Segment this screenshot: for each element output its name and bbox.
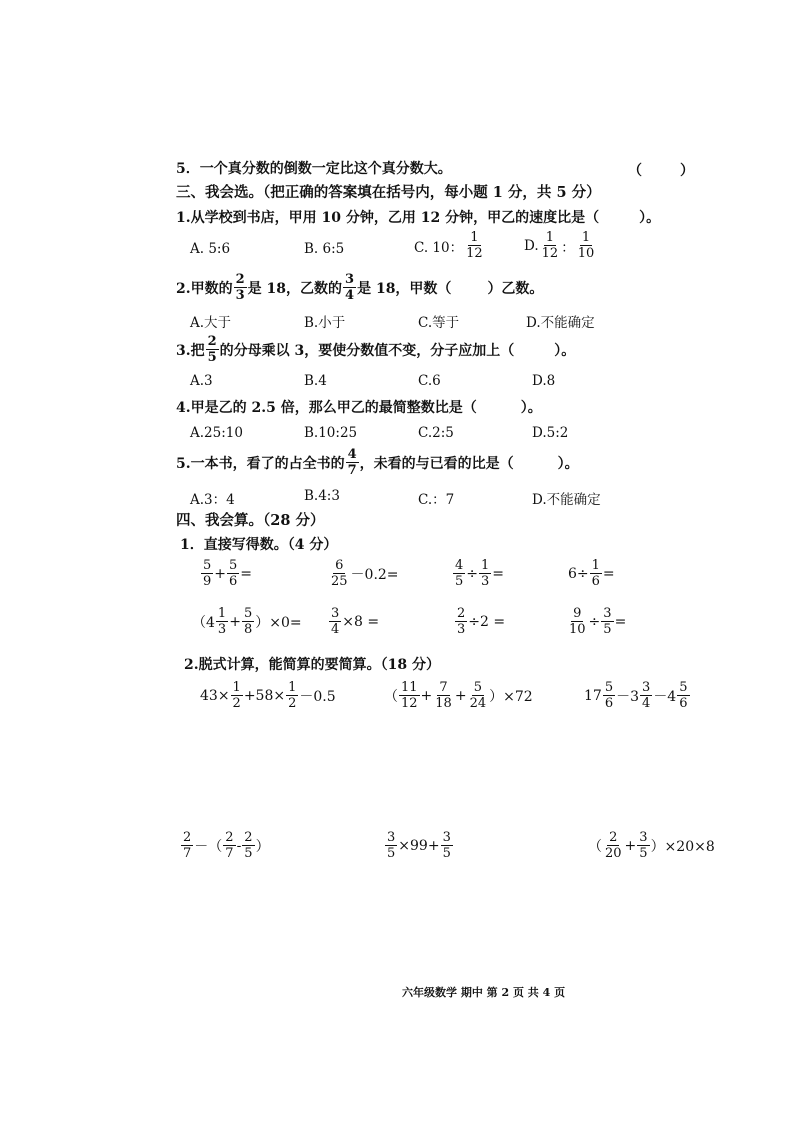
- q4-option-c: C.2:5: [418, 425, 454, 441]
- q2-option-b: B.小于: [304, 315, 346, 331]
- q1-option-a: A. 5:6: [190, 241, 231, 257]
- q5-option-a: A.3：4: [190, 492, 235, 508]
- oral-calc-6: $\frac{3}{4}$ ×8 =: [331, 606, 380, 637]
- fraction: 2 5: [207, 334, 217, 365]
- q3-option-b: B.4: [304, 373, 327, 389]
- part-2-title: 2.脱式计算，能简算的要简算。（18 分）: [184, 657, 440, 673]
- q1-option-c: C. 10： 1 12: [414, 230, 483, 261]
- fraction: $\frac{1}{3}$: [481, 558, 490, 589]
- fraction: $\frac{5}{6}$: [229, 558, 238, 589]
- step-calc-6: （ 2 20 + $\frac{3}{5}$ ）×20×8: [588, 830, 715, 861]
- oral-calc-3: $\frac{4}{5}$ ÷ $\frac{1}{3}$ =: [455, 558, 505, 589]
- fraction: 2 7: [225, 830, 234, 861]
- fraction: $\frac{9}{10}$: [569, 606, 586, 637]
- fraction: 6 25: [331, 558, 348, 589]
- fraction: $\frac{4}{5}$: [455, 558, 464, 589]
- answer-paren-right: ）: [680, 163, 694, 179]
- choice-q5: 5.一本书，看了的占全书的 4 7 ，未看的与已看的比是（ ）。: [176, 447, 579, 478]
- section-4-title: 四、我会算。（28 分）: [176, 512, 325, 529]
- q4-option-b: B.10:25: [304, 425, 358, 441]
- q4-option-d: D.5:2: [532, 425, 569, 441]
- fraction: 3 4: [642, 680, 651, 711]
- fraction: 2 20: [605, 830, 622, 861]
- judge-item-5: [176, 160, 452, 178]
- choice-q3: 3.把 2 5 的分母乘以 3，要使分数值不变，分子应加上（ ）。: [176, 334, 576, 365]
- fraction: 1 12: [466, 230, 483, 261]
- part-1-title: 1．直接写得数。（4 分）: [180, 537, 338, 553]
- fraction: 11 12: [401, 680, 418, 711]
- q3-option-d: D.8: [532, 373, 556, 389]
- q3-option-c: C.6: [418, 373, 441, 389]
- page-footer: 六年级数学 期中 第 2 页 共 4 页: [402, 986, 566, 999]
- fraction: $\frac{3}{4}$: [331, 606, 340, 637]
- q5-option-b: B.4:3: [304, 488, 340, 504]
- oral-calc-7: $\frac{2}{3}$ ÷2 =: [457, 606, 506, 637]
- fraction: $\frac{3}{5}$: [387, 830, 396, 861]
- oral-calc-2: 6 25 －0.2=: [331, 558, 399, 589]
- fraction: $\frac{3}{5}$: [442, 830, 451, 861]
- oral-calc-8: $\frac{9}{10}$ ÷ $\frac{3}{5}$ =: [569, 606, 627, 637]
- fraction: 5 6: [604, 680, 614, 711]
- choice-q1: [176, 209, 660, 227]
- fraction: $\frac{1}{2}$: [232, 680, 241, 711]
- oral-calc-4: 6÷ $\frac{1}{6}$ =: [568, 558, 615, 589]
- fraction: 2 7: [183, 830, 192, 861]
- fraction: 2 5: [244, 830, 253, 861]
- fraction: $\frac{7}{18}$: [435, 680, 452, 711]
- section-3-title: 三、我会选。（把正确的答案填在括号内，每小题 1 分，共 5 分）: [176, 184, 601, 201]
- fraction: 1 10: [577, 230, 595, 261]
- oral-calc-5: （4 1 3 + $\frac{5}{8}$ ）×0=: [192, 606, 302, 637]
- fraction: 1 12: [541, 230, 559, 261]
- fraction: 1 3: [217, 606, 227, 637]
- choice-q1-end: ）。: [639, 210, 661, 226]
- q2-option-d: D.不能确定: [526, 315, 595, 331]
- choice-q1-text: 1.从学校到书店，甲用 10 分钟，乙用 12 分钟，甲乙的速度比是（: [176, 210, 600, 226]
- step-calc-4: 2 7 －（ 2 7 - 2 5 ）: [183, 830, 270, 861]
- judge-item-5-text: 5．一个真分数的倒数一定比这个真分数大。: [176, 161, 452, 177]
- q3-option-a: A.3: [190, 373, 213, 389]
- q4-option-a: A.25:10: [190, 425, 243, 441]
- fraction: $\frac{3}{5}$: [639, 830, 648, 861]
- choice-q4: 4.甲是乙的 2.5 倍，那么甲乙的最简整数比是（ ）。: [176, 400, 542, 416]
- fraction: $\frac{5}{8}$: [243, 606, 253, 637]
- q5-option-c: C.：7: [418, 492, 455, 508]
- fraction: 2 3: [235, 272, 245, 303]
- step-calc-2: （ 11 12 + $\frac{7}{18}$ + $\frac{5}{24}$ ）×72: [384, 680, 533, 711]
- fraction: $\frac{3}{5}$: [603, 606, 612, 637]
- q5-option-d: D.不能确定: [532, 492, 601, 508]
- fraction: 3 4: [345, 272, 355, 303]
- answer-paren-left: （: [628, 163, 642, 179]
- step-calc-3: 17 5 6 －3 3 4 －4 5 6: [584, 680, 688, 711]
- step-calc-5: $\frac{3}{5}$ ×99+ $\frac{3}{5}$: [387, 830, 451, 861]
- fraction: $\frac{2}{3}$: [457, 606, 466, 637]
- fraction: $\frac{5}{24}$: [469, 680, 487, 711]
- fraction: $\frac{1}{6}$: [591, 558, 600, 589]
- q2-option-c: C.等于: [418, 315, 460, 331]
- oral-calc-1: 5 9 + $\frac{5}{6}$ =: [203, 558, 253, 589]
- step-calc-1: 43× $\frac{1}{2}$ +58× $\frac{1}{2}$ －0.5: [200, 680, 336, 711]
- fraction: 5 6: [679, 680, 688, 711]
- fraction: 5 9: [203, 558, 212, 589]
- choice-q2: 2.甲数的 2 3 是 18，乙数的 3 4 是 18，甲数（ ）乙数。: [176, 272, 544, 303]
- q2-option-a: A.大于: [190, 315, 232, 331]
- q1-option-b: B. 6:5: [304, 241, 345, 257]
- fraction: $\frac{1}{2}$: [288, 680, 297, 711]
- fraction: 4 7: [347, 447, 357, 478]
- q1-option-d: D. 1 12 ： 1 10: [524, 230, 595, 261]
